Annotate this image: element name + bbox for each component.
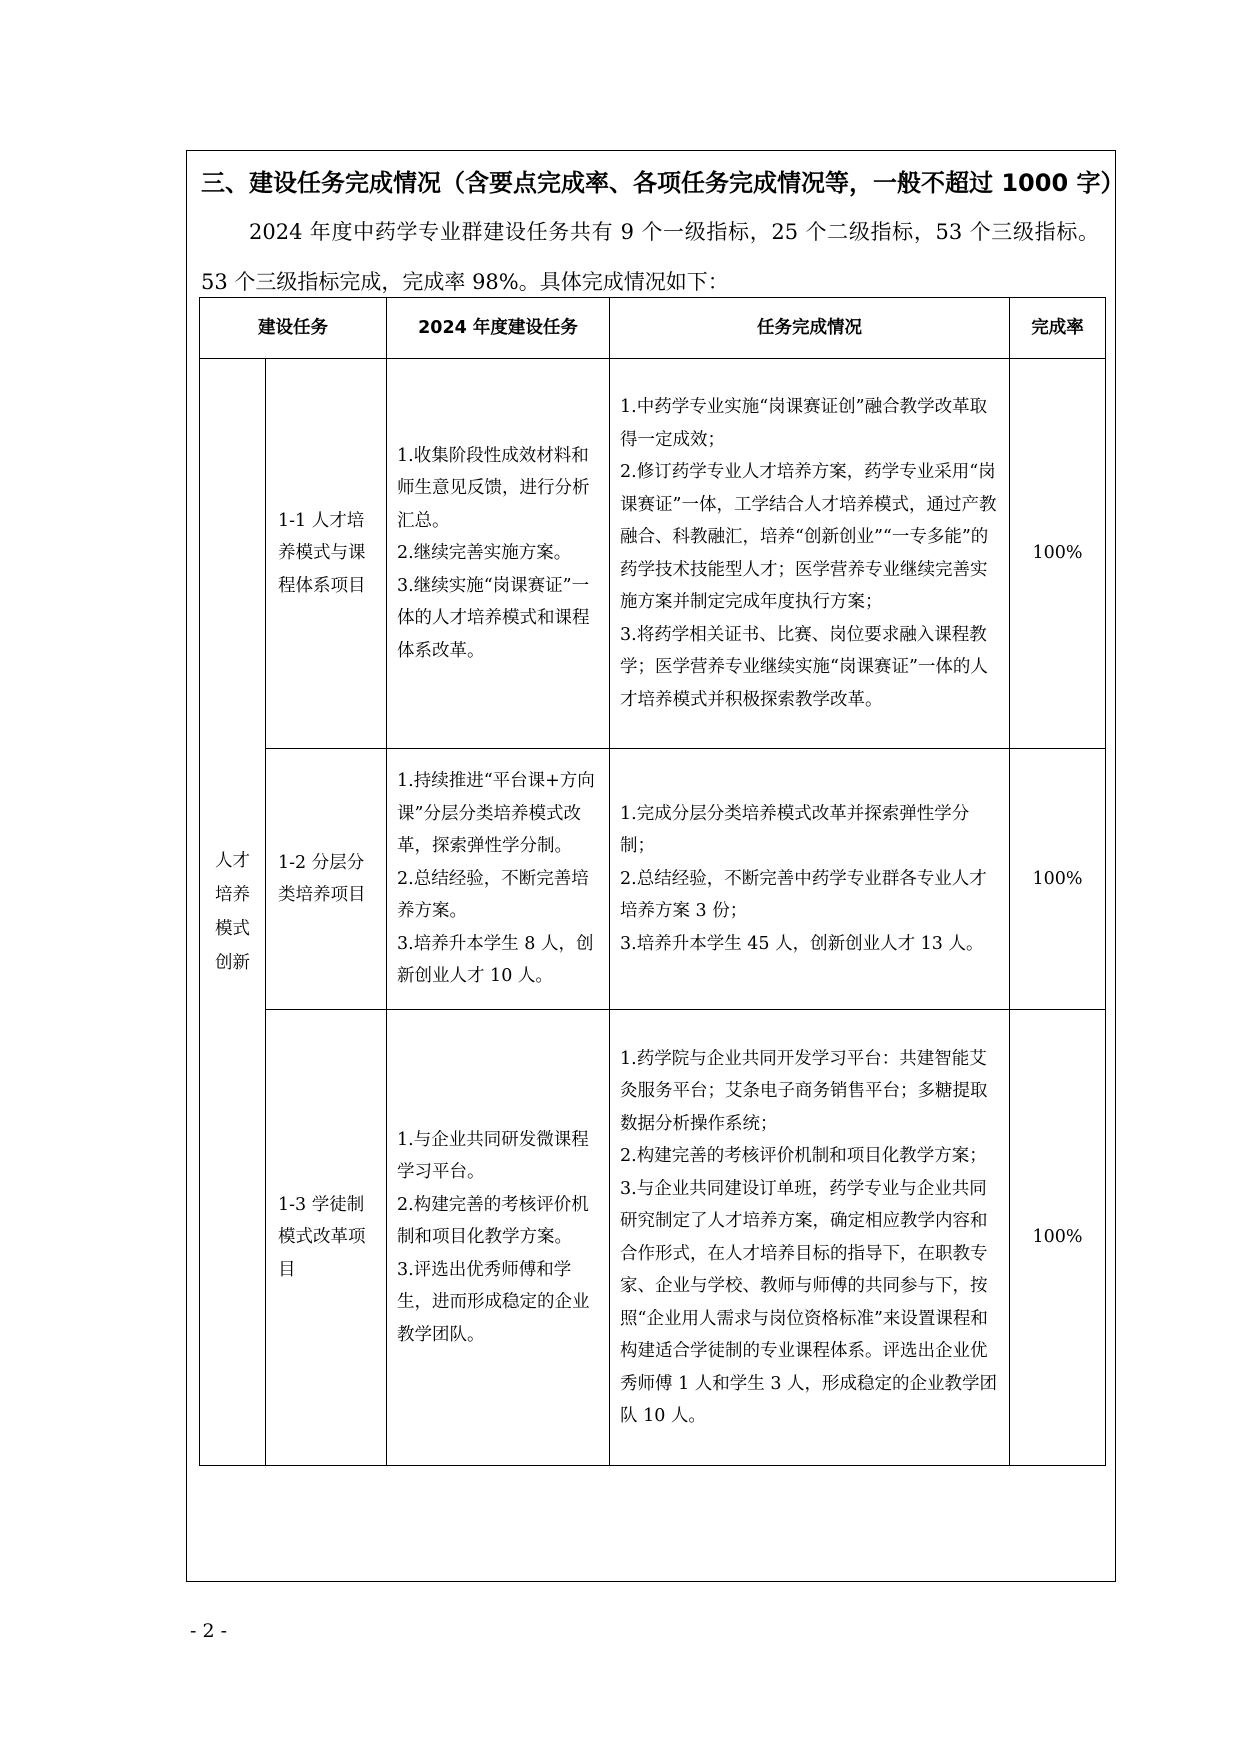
annual-item: 3.评选出优秀师傅和学生，进而形成稳定的企业教学团队。 — [397, 1259, 590, 1345]
header-rate: 完成率 — [1010, 298, 1106, 359]
annual-item: 1.与企业共同研发微课程学习平台。 — [397, 1129, 589, 1183]
header-task: 建设任务 — [200, 298, 387, 359]
status-cell — [610, 1010, 1010, 1466]
annual-item: 1.收集阶段性成效材料和师生意见反馈，进行分析汇总。 — [397, 445, 590, 531]
section-heading: 三、建设任务完成情况（含要点完成率、各项任务完成情况等，一般不超过 1000 字） — [201, 169, 1125, 197]
status-cell — [610, 359, 1010, 749]
page-number: - 2 - — [190, 1620, 228, 1642]
table-row — [200, 1010, 1106, 1466]
annual-item: 3.继续实施“岗课赛证”一体的人才培养模式和课程体系改革。 — [397, 575, 590, 661]
annual-cell — [387, 359, 610, 749]
rate-cell: 100% — [1010, 359, 1106, 749]
status-cell — [610, 749, 1010, 1010]
annual-item: 2.构建完善的考核评价机制和项目化教学方案。 — [397, 1194, 589, 1248]
annual-item: 2.继续完善实施方案。 — [397, 543, 572, 564]
content-frame — [186, 150, 1125, 1582]
status-item: 3.将药学相关证书、比赛、岗位要求融入课程教学；医学营养专业继续实施“岗课赛证”一体的人才培养模式并积极探索教学改革。 — [620, 624, 988, 710]
project-cell: 1-2 分层分类培养项目 — [266, 749, 387, 1010]
status-item: 3.与企业共同建设订单班，药学专业与企业共同研究制定了人才培养方案，确定相应教学内容和合作形式，在人才培养目标的指导下，在职教专家、企业与学校、教师与师傅的共同参与下，按照“企业用人需求与岗位资格标准”来设置课程和构建适合学徒制的专业课程体系。评选出企业优秀师傅 1 人和学生 3 人，形成稳定的企业教学团队 10 人。 — [620, 1178, 998, 1426]
intro-paragraph: 2024 年度中药学专业群建设任务共有 9 个一级指标，25 个二级指标，53 个三级指标。53 个三级指标完成，完成率 98%。具体完成情况如下： — [201, 220, 1099, 294]
status-item: 1.药学院与企业共同开发学习平台：共建智能艾灸服务平台；艾条电子商务销售平台；多糖提取数据分析操作系统； — [620, 1048, 988, 1134]
category-cell: 人才培养模式创新 — [200, 359, 266, 1466]
header-status: 任务完成情况 — [610, 298, 1010, 359]
annual-cell — [387, 1010, 610, 1466]
status-item: 1.完成分层分类培养模式改革并探索弹性学分制； — [620, 803, 970, 857]
status-item: 3.培养升本学生 45 人，创新创业人才 13 人。 — [620, 933, 984, 954]
project-cell: 1-1 人才培养模式与课程体系项目 — [266, 359, 387, 749]
status-item: 1.中药学专业实施“岗课赛证创”融合教学改革取得一定成效； — [620, 397, 988, 450]
task-table — [199, 297, 1106, 1466]
table-header-row — [200, 298, 1106, 359]
annual-cell — [387, 749, 610, 1010]
status-item: 2.总结经验，不断完善中药学专业群各专业人才培养方案 3 份； — [620, 868, 987, 922]
annual-item: 2.总结经验，不断完善培养方案。 — [397, 868, 589, 922]
header-annual: 2024 年度建设任务 — [387, 298, 610, 359]
table-row — [200, 359, 1106, 749]
status-item: 2.修订药学专业人才培养方案，药学专业采用“岗课赛证”一体，工学结合人才培养模式，通过产教融合、科教融汇，培养“创新创业”“一专多能”的药学技术技能型人才；医学营养专业继续完善实施方案并制定完成年度执行方案； — [620, 462, 997, 612]
rate-cell: 100% — [1010, 1010, 1106, 1466]
annual-item: 1.持续推进“平台课+方向课”分层分类培养模式改革，探索弹性学分制。 — [397, 771, 595, 857]
table-row — [200, 749, 1106, 1010]
annual-item: 3.培养升本学生 8 人，创新创业人才 10 人。 — [397, 933, 594, 987]
project-cell: 1-3 学徒制模式改革项目 — [266, 1010, 387, 1466]
status-item: 2.构建完善的考核评价机制和项目化教学方案； — [620, 1146, 987, 1166]
rate-cell: 100% — [1010, 749, 1106, 1010]
